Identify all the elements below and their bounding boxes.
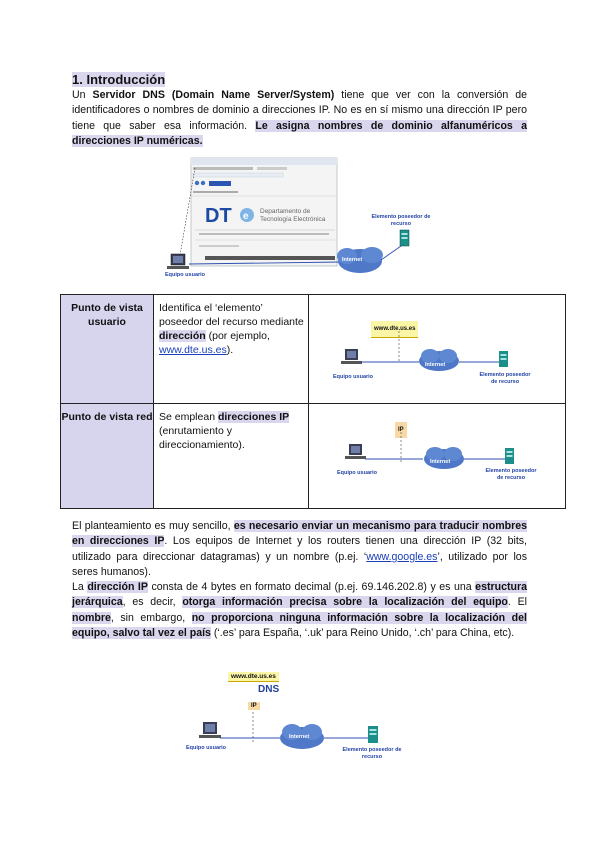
section-title: 1. Introducción [72,72,166,87]
dte-logo: DT [205,205,232,227]
dns-ip-tag: IP [248,702,260,710]
internet-label: Internet [342,257,363,263]
viewpoint-table [60,294,566,509]
dept-line2: Tecnología Electrónica [260,216,326,223]
table-row-text: Se emplean direcciones IP (enrutamiento y direccionamiento). [159,411,290,451]
browser-figure [165,156,431,286]
dns-term: Servidor DNS (Domain Name Server/System) [92,89,335,101]
table-row-text: Identifica el ‘elemento’ poseedor del recurso mediante dirección (por ejemplo, www.dte.us.es). [159,302,304,356]
resource-label: Elemento poseedor de recurso [371,214,431,227]
domain-tag: www.dte.us.es [371,321,418,338]
google-link[interactable]: www.google.es [366,550,438,563]
dept-line1: Departamento de [260,208,311,215]
intro-highlight: Le asigna nombres de dominio alfanuméricos a direcciones IP numéricas. [72,119,527,148]
ip-tag: IP [395,422,407,438]
intro-paragraph: Un Servidor DNS (Domain Name Server/System) tiene que ver con la conversión de identificadores o nombres de dominio a direcciones IP. No es en sí mismo una dirección IP pero tiene que saber esa información. Le asigna nombres de dominio alfanuméricos a direcciones IP numéricas. [72,89,527,148]
svg-text:e: e [243,211,249,222]
dns-diagram: www.dte.us.es DNS IP Internet Equipo usuario Elemento poseedor de recurso [186,673,402,760]
network-view-diagram: IP Internet Equipo usuario Elemento poseedor de recurso [309,404,565,508]
dns-label: DNS [258,684,280,695]
table-row-label: Punto de vista usuario [61,295,153,403]
user-view-diagram: www.dte.us.es Internet Equipo usuario Elemento poseedor de recurso [309,295,565,403]
table-row-label: Punto de vista red [61,404,153,508]
body-paragraph-1: El planteamiento es muy sencillo, es necesario enviar un mecanismo para traducir nombres en direcciones IP. Los equipos de Internet y los routers tienen una dirección IP (32 bits, utilizado para direccionar datagramas) y un nombre (p.ej. ‘www.google.es’, utilizado por los seres humanos). [72,520,528,579]
dns-domain-tag: www.dte.us.es [228,672,279,682]
dte-link[interactable]: www.dte.us.es [159,344,227,356]
user-label: Equipo usuario [165,272,206,278]
body-paragraph-2: La dirección IP consta de 4 bytes en formato decimal (p.ej. 69.146.202.8) y es una estructura jerárquica, es decir, otorga información precisa sobre la localización del equipo. El nombre, sin embargo, no proporciona ninguna información sobre la localización del equipo, salvo tal vez el país (‘.es’ para España, ‘.uk’ para Reino Unido, ‘.ch’ para China, etc). [72,581,527,640]
